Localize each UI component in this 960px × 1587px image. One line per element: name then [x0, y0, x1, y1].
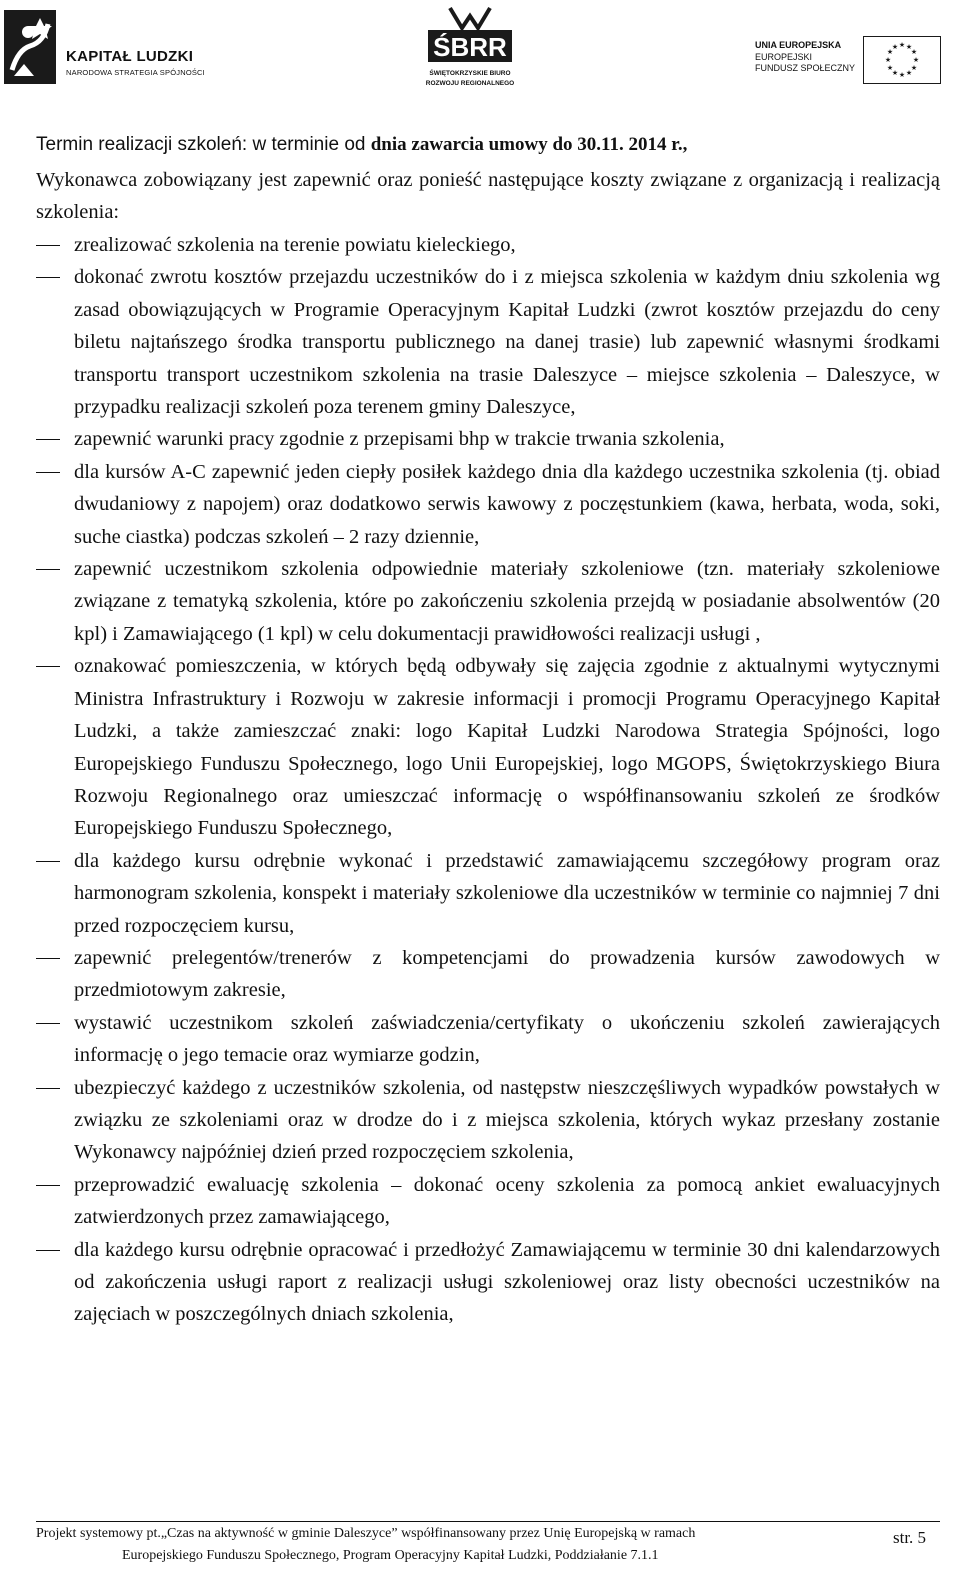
dash-bullet-icon — [36, 1023, 60, 1024]
eu-logo — [755, 36, 945, 86]
kapital-ludzki-subtitle: NARODOWA STRATEGIA SPÓJNOŚCI — [66, 68, 205, 77]
list-item — [36, 650, 940, 844]
term-prefix: Termin realizacji szkoleń: w terminie od — [36, 134, 371, 155]
term-line — [36, 134, 687, 156]
dash-bullet-icon — [36, 666, 60, 667]
svg-text:★: ★ — [910, 64, 918, 72]
dash-bullet-icon — [36, 569, 60, 570]
eu-line2: EUROPEJSKI — [755, 51, 813, 62]
dash-bullet-icon — [36, 439, 60, 440]
dash-bullet-icon — [36, 861, 60, 862]
svg-text:★: ★ — [905, 69, 913, 77]
footer-line-1: Projekt systemowy pt.„Czas na aktywność w gminie Daleszyce” współfinansowany przez Unię Europejską w ramach — [36, 1526, 696, 1541]
svg-text:★: ★ — [891, 69, 899, 77]
kapital-ludzki-emblem-icon — [4, 10, 56, 84]
svg-text:★: ★ — [905, 43, 913, 51]
list-item — [36, 1072, 940, 1169]
footer-divider — [36, 1521, 940, 1522]
kapital-ludzki-title: KAPITAŁ LUDZKI — [66, 48, 194, 65]
list-item — [36, 261, 940, 423]
list-item — [36, 942, 940, 1007]
list-item-text: zapewnić uczestnikom szkolenia odpowiednie materiały szkoleniowe (tzn. materiały szkoleniowe związane z tematyką szkolenia, które po zakończeniu szkolenia przejdą w posiadanie absolwentów (20 kpl) i Zamawiającego (1 kpl) w celu dokumentacji prawidłowości realizacji usługi , — [74, 558, 940, 645]
list-item-text: zrealizować szkolenia na terenie powiatu kieleckiego, — [74, 234, 516, 256]
svg-text:★: ★ — [884, 56, 892, 64]
footer-line-2: Europejskiego Funduszu Społecznego, Program Operacyjny Kapitał Ludzki, Poddziałanie 7.1.1 — [122, 1548, 659, 1563]
eu-logo-text — [755, 40, 855, 75]
eu-line3: FUNDUSZ SPOŁECZNY — [755, 63, 856, 73]
list-item — [36, 1007, 940, 1072]
sbrr-line2: ROZWOJU REGIONALNEGO — [425, 80, 515, 87]
sbrr-logo-name: ŚBRR — [433, 32, 507, 62]
svg-text:★: ★ — [886, 64, 894, 72]
eu-flag-stars-icon — [863, 36, 941, 84]
dash-bullet-icon — [36, 1185, 60, 1186]
page-header — [0, 0, 960, 100]
sbrr-logo — [410, 2, 530, 96]
list-item-text: zapewnić prelegentów/trenerów z kompetencjami do prowadzenia kursów zawodowych w przedmiotowym zakresie, — [74, 946, 940, 1002]
list-item — [36, 553, 940, 650]
list-item-text: wystawić uczestnikom szkoleń zaświadczenia/certyfikaty o ukończeniu szkoleń zawierających informację o jego temacie oraz wymiarze godzin, — [74, 1011, 940, 1067]
dash-bullet-icon — [36, 1088, 60, 1089]
list-item — [36, 456, 940, 553]
sbrr-line1: ŚWIĘTOKRZYSKIE BIURO — [429, 70, 511, 77]
kapital-ludzki-logo — [4, 8, 224, 88]
sbrr-emblem-icon — [410, 2, 530, 68]
list-item-text: dokonać zwrotu kosztów przejazdu uczestników do i z miejsca szkolenia w każdym dniu szkolenia wg zasad obowiązujących w Programie Operacyjnym Kapitał Ludzki (zwrot kosztów przejazdu do ceny biletu najtańszego środka transportu publicznego na danej trasie) lub zapewnić własnymi środkami transportu transport uczestnikom szkolenia na trasie Daleszyce – miejsce szkolenia – Daleszyce, w przypadku realizacji szkoleń poza terenem gminy Daleszyce, — [74, 266, 940, 419]
dash-bullet-icon — [36, 1250, 60, 1251]
list-item-text: przeprowadzić ewaluację szkolenia – dokonać oceny szkolenia za pomocą ankiet ewaluacyjnych zatwierdzonych przez zamawiającego, — [74, 1173, 940, 1229]
obligations-list — [36, 229, 940, 1331]
intro-paragraph: Wykonawca zobowiązany jest zapewnić oraz ponieść następujące koszty związane z organizacją i realizacją szkolenia: — [36, 169, 940, 224]
dash-bullet-icon — [36, 245, 60, 246]
eu-line1: UNIA EUROPEJSKA — [755, 40, 842, 50]
page-number: str. 5 — [893, 1528, 927, 1547]
list-item — [36, 229, 940, 261]
list-item-text: oznakować pomieszczenia, w których będą odbywały się zajęcia zgodnie z aktualnymi wytycznymi Ministra Infrastruktury i Rozwoju w zakresie informacji i promocji Programu Operacyjnego Kapitał Ludzki, a także zamieszczać znaki: logo Kapitał Ludzki Narodowa Strategia Spójności, logo Europejskiego Funduszu Społecznego, logo Unii Europejskiej, logo MGOPS, Świętokrzyskiego Biura Rozwoju Regionalnego oraz umieszczać informację o współfinansowaniu szkoleń ze środków Europejskiego Funduszu Społecznego, — [74, 655, 940, 840]
svg-text:★: ★ — [910, 48, 918, 56]
list-item — [36, 845, 940, 942]
svg-text:★: ★ — [898, 71, 906, 79]
svg-text:★: ★ — [898, 41, 906, 49]
list-item — [36, 423, 940, 455]
list-item-text: dla każdego kursu odrębnie opracować i przedłożyć Zamawiającemu w terminie 30 dni kalendarzowych od zakończenia usługi raport z realizacji usługi szkoleniowej oraz listy obecności uczestników na zajęciach w poszczególnych dniach szkolenia, — [74, 1238, 940, 1326]
dash-bullet-icon — [36, 958, 60, 959]
list-item-text: ubezpieczyć każdego z uczestników szkolenia, od następstw nieszczęśliwych wypadków powstałych w związku ze szkoleniami oraz w drodze do i z miejsca szkolenia, których wykaz przesłany zostanie Wykonawcy najpóźniej dzień przed rozpoczęciem szkolenia, — [74, 1076, 940, 1164]
svg-text:★: ★ — [912, 56, 920, 64]
dash-bullet-icon — [36, 472, 60, 473]
term-bold: dnia zawarcia umowy do 30.11. 2014 r., — [370, 134, 688, 155]
svg-text:★: ★ — [891, 43, 899, 51]
list-item-text: dla każdego kursu odrębnie wykonać i przedstawić zamawiającemu szczegółowy program oraz harmonogram szkolenia, konspekt i materiały szkoleniowe dla uczestników w terminie co najmniej 7 dni przed rozpoczęciem kursu, — [74, 849, 940, 937]
svg-text:★: ★ — [886, 48, 894, 56]
dash-bullet-icon — [36, 277, 60, 278]
list-item — [36, 1234, 940, 1331]
list-item-text: dla kursów A-C zapewnić jeden ciepły posiłek każdego dnia dla każdego uczestnika szkolenia (tj. obiad dwudaniowy z napojem) oraz dodatkowo serwis kawowy z poczęstunkiem (kawa, herbata, woda, soki, suche ciastka) podczas szkoleń – 2 razy dziennie, — [74, 460, 940, 548]
list-item-text: zapewnić warunki pracy zgodnie z przepisami bhp w trakcie trwania szkolenia, — [74, 428, 725, 451]
list-item — [36, 1169, 940, 1234]
